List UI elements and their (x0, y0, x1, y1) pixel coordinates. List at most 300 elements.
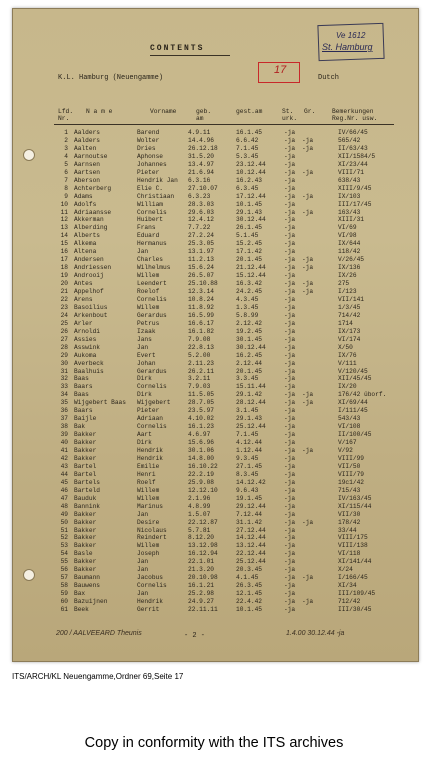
death-date: 10.12.44 (236, 168, 266, 176)
death-certificate: -ja (284, 144, 296, 152)
first-name: Cornelis (137, 208, 167, 216)
remarks: V/111 (338, 359, 357, 367)
birth-date: 20.10.98 (188, 574, 218, 582)
first-name: Wilhelmus (137, 264, 171, 272)
last-name: Baas (74, 375, 89, 383)
last-name: Baas (74, 391, 89, 399)
row-number: 5 (64, 160, 68, 168)
row-number: 36 (60, 407, 68, 415)
death-certificate: -ja (284, 240, 296, 248)
birth-date: 2.1.96 (188, 494, 211, 502)
death-date: 17.1.42 (236, 248, 262, 256)
remarks: II/100/45 (338, 431, 372, 439)
remarks: V/92 (338, 447, 353, 454)
death-certificate: -ja (284, 168, 296, 176)
grave: -ja (302, 168, 314, 176)
death-certificate: -ja (284, 383, 296, 391)
first-name: Jan (137, 343, 149, 351)
birth-date: 27.10.07 (188, 184, 218, 192)
row-number: 34 (60, 391, 68, 399)
row-number: 35 (60, 399, 68, 407)
remarks: VI/69 (338, 224, 357, 232)
death-date: 29.1.42 (236, 391, 262, 399)
death-certificate: -ja (284, 184, 296, 192)
last-name: Aalders (74, 129, 100, 136)
row-number: 51 (60, 526, 68, 534)
birth-date: 16.1.21 (188, 582, 214, 590)
death-certificate: -ja (284, 391, 296, 399)
birth-date: 13.1.97 (188, 248, 214, 256)
first-name: Gerrit (137, 606, 160, 613)
last-name: Bazuijnen (74, 598, 108, 606)
row-number: 48 (60, 502, 68, 510)
last-name: Bartels (74, 478, 100, 486)
first-name: Aphonse (137, 152, 163, 160)
birth-date: 16.1.23 (188, 423, 214, 431)
remarks: VI/174 (338, 335, 361, 343)
remarks: V/167 (338, 439, 357, 447)
death-date: 19.1.45 (236, 494, 262, 502)
birth-date: 16.6.17 (188, 319, 214, 327)
birth-date: 16.12.94 (188, 550, 218, 558)
row-number: 43 (60, 462, 68, 470)
remarks: 163/43 (338, 208, 361, 216)
death-certificate: -ja (284, 295, 296, 303)
last-name: Basle (74, 550, 93, 558)
last-name: Bauduk (74, 494, 97, 502)
birth-date: 10.8.24 (188, 295, 214, 303)
first-name: Aart (137, 431, 152, 439)
first-name: Dirk (137, 439, 152, 447)
stamp-number: Ve 1612 (336, 31, 366, 40)
death-certificate: -ja (284, 454, 296, 462)
death-certificate: -ja (284, 359, 296, 367)
grave: -ja (302, 136, 314, 144)
last-name: Aberson (74, 176, 100, 184)
row-number: 17 (60, 256, 68, 264)
death-certificate: -ja (284, 582, 296, 590)
first-name: Joseph (137, 550, 160, 558)
remarks: VII/141 (338, 295, 364, 303)
birth-date: 21.3.20 (188, 566, 214, 574)
last-name: Adams (74, 192, 93, 200)
first-name: Jan (137, 590, 149, 598)
death-certificate: -ja (284, 264, 296, 272)
first-name: Johan (137, 359, 156, 367)
birth-date: 15.6.24 (188, 264, 214, 272)
death-certificate: -ja (284, 566, 296, 574)
row-number: 19 (60, 272, 68, 280)
header-remarks: Bemerkungen Reg.Nr. usw. (332, 108, 378, 122)
row-number: 21 (60, 288, 68, 295)
first-name: Adriaan (137, 415, 163, 423)
last-name: Basoilius (74, 303, 108, 311)
death-certificate: -ja (284, 590, 296, 598)
birth-date: 12.12.10 (188, 486, 218, 494)
first-name: Nicolaus (137, 526, 167, 534)
remarks: 178/42 (338, 518, 361, 526)
death-certificate: -ja (284, 200, 296, 208)
row-number: 47 (60, 494, 68, 502)
remarks: IX/76 (338, 351, 357, 359)
first-name: Roelof (137, 288, 160, 295)
header-nr: Lfd. Nr. (58, 108, 74, 122)
death-certificate: -ja (284, 351, 296, 359)
remarks: IV/66/45 (338, 129, 368, 136)
last-name: Bakker (74, 510, 97, 518)
row-number: 6 (64, 168, 68, 176)
last-name: Akkerman (74, 216, 104, 224)
remarks: XIII/9/45 (338, 184, 372, 192)
row-number: 10 (60, 200, 68, 208)
death-date: 29.1.43 (236, 415, 262, 423)
first-name: Roelf (137, 478, 156, 486)
first-name: Reindert (137, 534, 167, 542)
first-name: Willem (137, 303, 160, 311)
death-date: 4.3.45 (236, 295, 259, 303)
remarks: VI/98 (338, 232, 357, 240)
first-name: Dirk (137, 375, 152, 383)
birth-date: 28.3.03 (188, 200, 214, 208)
remarks: 565/42 (338, 136, 361, 144)
death-certificate: -ja (284, 502, 296, 510)
birth-date: 3.2.11 (188, 375, 211, 383)
grave: -ja (302, 574, 314, 582)
remarks: IX/103 (338, 192, 361, 200)
birth-date: 4.10.02 (188, 415, 214, 423)
remarks: 543/43 (338, 415, 361, 423)
death-date: 16.2.43 (236, 176, 262, 184)
camp-name: K.L. Hamburg (Neuengamme) (58, 74, 164, 82)
document-title: CONTENTS (150, 44, 205, 53)
header-vorname: Vorname (150, 108, 177, 115)
death-certificate: -ja (284, 439, 296, 447)
last-name: Arens (74, 295, 93, 303)
death-certificate: -ja (284, 319, 296, 327)
row-number: 55 (60, 558, 68, 566)
row-number: 1 (64, 129, 68, 136)
remarks: XI/23/44 (338, 160, 368, 168)
death-date: 15.2.45 (236, 240, 262, 248)
death-date: 15.12.44 (236, 272, 266, 280)
death-certificate: -ja (284, 216, 296, 224)
last-name: Andersen (74, 256, 104, 264)
row-number: 44 (60, 470, 68, 478)
death-certificate: -ja (284, 208, 296, 216)
remarks: I/111/45 (338, 407, 368, 415)
row-number: 45 (60, 478, 68, 486)
first-name: Hermanus (137, 240, 167, 248)
last-name: Averbeck (74, 359, 104, 367)
birth-date: 11.5.05 (188, 391, 214, 399)
last-name: Adolfs (74, 200, 97, 208)
grave: -ja (302, 144, 314, 152)
first-name: Cornelis (137, 423, 167, 431)
birth-date: 6.3.23 (188, 192, 211, 200)
remarks: 638/43 (338, 176, 361, 184)
birth-date: 13.12.98 (188, 542, 218, 550)
row-number: 37 (60, 415, 68, 423)
header-gr: Gr. (304, 108, 316, 115)
death-date: 26.1.45 (236, 224, 262, 232)
remarks: VI/118 (338, 550, 361, 558)
death-date: 30.1.45 (236, 335, 262, 343)
row-number: 26 (60, 327, 68, 335)
remarks: I/166/45 (338, 574, 368, 582)
last-name: Bakker (74, 526, 97, 534)
row-number: 9 (64, 192, 68, 200)
header-gest: gest.am (236, 108, 263, 115)
birth-date: 26.2.11 (188, 367, 214, 375)
remarks: 714/42 (338, 311, 361, 319)
death-certificate: -ja (284, 558, 296, 566)
first-name: Petrus (137, 319, 160, 327)
birth-date: 22.2.19 (188, 470, 214, 478)
death-certificate: -ja (284, 470, 296, 478)
conformity-note: Copy in conformity with the ITS archives (84, 735, 344, 751)
remarks: IX/644 (338, 240, 361, 248)
first-name: Jan (137, 510, 149, 518)
remarks: 33/44 (338, 526, 357, 534)
first-name: Dirk (137, 391, 152, 399)
death-date: 29.12.44 (236, 502, 266, 510)
last-name: Beek (74, 606, 89, 613)
last-name: Baars (74, 407, 93, 415)
death-certificate: -ja (284, 447, 296, 454)
first-name: Jan (137, 566, 149, 574)
remarks: XI/34 (338, 582, 357, 590)
last-name: Alkema (74, 240, 97, 248)
death-date: 4.1.45 (236, 574, 259, 582)
death-date: 6.3.45 (236, 184, 259, 192)
remarks: VII/30 (338, 510, 361, 518)
row-number: 12 (60, 216, 68, 224)
birth-date: 4.6.97 (188, 431, 211, 439)
remarks: X/24 (338, 566, 353, 574)
first-name: Evert (137, 351, 156, 359)
death-certificate: -ja (284, 606, 296, 613)
birth-date: 23.5.97 (188, 407, 214, 415)
first-name: Willem (137, 486, 160, 494)
remarks: XI/69/44 (338, 399, 368, 407)
remarks: V/26/45 (338, 256, 364, 264)
death-certificate: -ja (284, 303, 296, 311)
grave: -ja (302, 391, 314, 399)
first-name: Leendert (137, 280, 167, 288)
death-date: 20.1.45 (236, 256, 262, 264)
death-date: 22.4.42 (236, 598, 262, 606)
row-number: 32 (60, 375, 68, 383)
last-name: Andriessen (74, 264, 112, 272)
birth-date: 7.7.22 (188, 224, 211, 232)
death-date: 16.2.45 (236, 351, 262, 359)
remarks: XII/1584/5 (338, 152, 376, 160)
first-name: Henri (137, 470, 156, 478)
last-name: Wijgebert Baas (74, 399, 126, 407)
last-name: Aalders (74, 136, 100, 144)
death-certificate: -ja (284, 415, 296, 423)
birth-date: 16.5.99 (188, 311, 214, 319)
death-date: 31.1.42 (236, 518, 262, 526)
death-certificate: -ja (284, 423, 296, 431)
death-date: 4.12.44 (236, 439, 262, 447)
row-number: 38 (60, 423, 68, 431)
first-name: Gerardus (137, 311, 167, 319)
row-number: 50 (60, 518, 68, 526)
death-date: 30.12.44 (236, 216, 266, 224)
nationality: Dutch (318, 74, 340, 82)
page-number: - 2 - (184, 632, 206, 640)
birth-date: 13.4.97 (188, 160, 214, 168)
last-name: Bakker (74, 431, 97, 439)
death-date: 5.8.99 (236, 311, 259, 319)
birth-date: 4.8.99 (188, 502, 211, 510)
death-date: 14.12.42 (236, 478, 266, 486)
last-name: Bartel (74, 470, 97, 478)
row-number: 16 (60, 248, 68, 256)
birth-date: 25.2.98 (188, 590, 214, 598)
first-name: Hendrik Jan (137, 176, 178, 184)
birth-date: 12.4.12 (188, 216, 214, 224)
row-number: 22 (60, 295, 68, 303)
last-name: Aarnoutse (74, 152, 108, 160)
death-date: 1.3.45 (236, 303, 259, 311)
last-name: Bakker (74, 439, 97, 447)
death-date: 20.1.45 (236, 367, 262, 375)
last-name: Bakker (74, 542, 97, 550)
row-number: 53 (60, 542, 68, 550)
last-name: Asswink (74, 343, 100, 351)
row-number: 40 (60, 439, 68, 447)
row-number: 27 (60, 335, 68, 343)
row-number: 41 (60, 447, 68, 454)
death-certificate: -ja (284, 375, 296, 383)
row-number: 46 (60, 486, 68, 494)
death-certificate: -ja (284, 129, 296, 136)
first-name: Izaak (137, 327, 156, 335)
last-name: Bakker (74, 447, 97, 454)
death-date: 7.1.45 (236, 144, 259, 152)
first-name: Elie C. (137, 184, 163, 192)
death-date: 7.1.45 (236, 431, 259, 439)
row-number: 42 (60, 454, 68, 462)
death-date: 5.1.45 (236, 232, 259, 240)
first-name: Jan (137, 248, 149, 256)
death-date: 15.11.44 (236, 383, 266, 391)
death-date: 3.1.45 (236, 407, 259, 415)
first-name: Desire (137, 518, 160, 526)
birth-date: 2.11.23 (188, 359, 214, 367)
remarks: IX/173 (338, 327, 361, 335)
death-certificate: -ja (284, 280, 296, 288)
death-certificate: -ja (284, 248, 296, 256)
death-certificate: -ja (284, 367, 296, 375)
row-number: 8 (64, 184, 68, 192)
death-date: 2.12.44 (236, 359, 262, 367)
first-name: Pieter (137, 407, 160, 415)
death-certificate: -ja (284, 598, 296, 606)
last-name: Adriaansse (74, 208, 112, 216)
birth-date: 12.3.14 (188, 288, 214, 295)
header-rule (54, 124, 394, 125)
death-date: 25.12.44 (236, 423, 266, 431)
stamp-place: St. Hamburg (322, 42, 373, 52)
birth-date: 11.8.92 (188, 303, 214, 311)
death-certificate: -ja (284, 518, 296, 526)
death-certificate: -ja (284, 534, 296, 542)
row-number: 49 (60, 510, 68, 518)
first-name: Huibert (137, 216, 163, 224)
row-number: 13 (60, 224, 68, 232)
last-name: Barteld (74, 486, 100, 494)
row-number: 3 (64, 144, 68, 152)
first-name: Barend (137, 129, 160, 136)
remarks: IX/26 (338, 272, 357, 280)
birth-date: 14.4.96 (188, 136, 214, 144)
death-certificate: -ja (284, 542, 296, 550)
grave: -ja (302, 264, 314, 272)
row-number: 15 (60, 240, 68, 248)
last-name: Bakker (74, 534, 97, 542)
last-name: Arnoldi (74, 327, 100, 335)
title-underline (150, 55, 230, 56)
birth-date: 26.12.18 (188, 144, 218, 152)
birth-date: 29.6.03 (188, 208, 214, 216)
remarks: VII/50 (338, 462, 361, 470)
remarks: 1714 (338, 319, 353, 327)
birth-date: 22.11.11 (188, 606, 218, 613)
remarks: VIII/138 (338, 542, 368, 550)
row-number: 18 (60, 264, 68, 272)
remarks: X/50 (338, 343, 353, 351)
last-name: Bakker (74, 566, 97, 574)
row-number: 30 (60, 359, 68, 367)
death-date: 9.3.45 (236, 454, 259, 462)
death-certificate: -ja (284, 574, 296, 582)
death-date: 16.3.42 (236, 280, 262, 288)
death-certificate: -ja (284, 160, 296, 168)
first-name: Wolter (137, 136, 160, 144)
remarks: IX/20 (338, 383, 357, 391)
last-name: Baalhuis (74, 367, 104, 375)
header-st: St. urk. (282, 108, 298, 122)
first-name: Pieter (137, 168, 160, 176)
remarks: XII/45/45 (338, 375, 372, 383)
remarks: IX/136 (338, 264, 361, 272)
remarks: III/30/45 (338, 606, 372, 613)
last-name: Appelhof (74, 288, 104, 295)
birth-date: 26.5.07 (188, 272, 214, 280)
row-number: 4 (64, 152, 68, 160)
remarks: XI/115/44 (338, 502, 372, 510)
death-certificate: -ja (284, 288, 296, 295)
row-number: 52 (60, 534, 68, 542)
row-number: 25 (60, 319, 68, 327)
row-number: 20 (60, 280, 68, 288)
grave: -ja (302, 447, 314, 454)
last-name: Bartel (74, 462, 97, 470)
death-date: 10.1.45 (236, 200, 262, 208)
last-name: Bakker (74, 454, 97, 462)
death-certificate: -ja (284, 327, 296, 335)
punch-hole (23, 569, 35, 581)
death-date: 16.1.45 (236, 129, 262, 136)
birth-date: 5.7.81 (188, 526, 211, 534)
death-date: 24.2.45 (236, 288, 262, 295)
first-name: Hendrik (137, 454, 163, 462)
birth-date: 1.5.07 (188, 510, 211, 518)
remarks: 712/42 (338, 598, 361, 606)
